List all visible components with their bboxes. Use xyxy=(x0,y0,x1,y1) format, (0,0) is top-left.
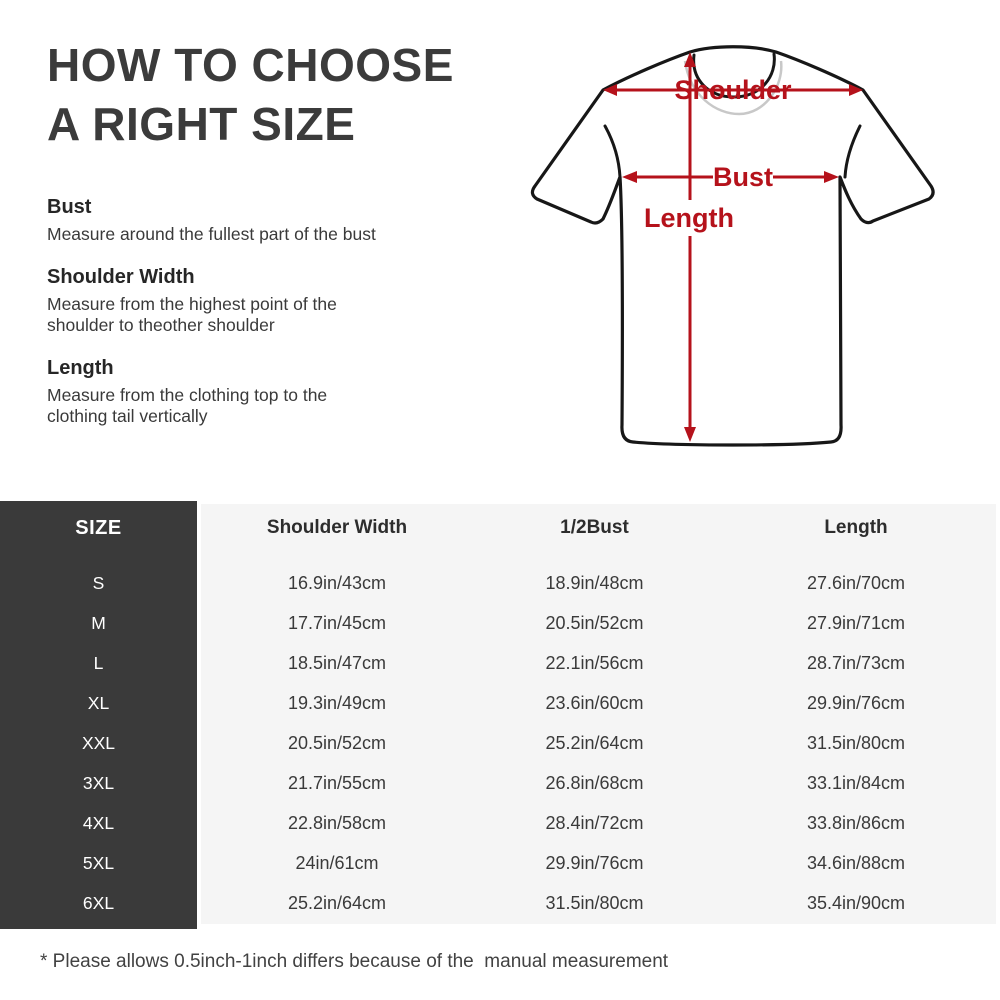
cell-shoulder: 25.2in/64cm xyxy=(287,892,387,913)
cell-shoulder: 16.9in/43cm xyxy=(287,572,387,593)
instruction-bust-heading: Bust xyxy=(47,196,92,218)
page-title-line2: A RIGHT SIZE xyxy=(47,98,356,150)
cell-bust: 22.1in/56cm xyxy=(545,652,644,673)
header-length: Length xyxy=(824,517,888,538)
cell-shoulder: 21.7in/55cm xyxy=(287,772,387,793)
header-size: SIZE xyxy=(75,516,122,539)
cell-shoulder: 19.3in/49cm xyxy=(287,692,387,713)
measurement-instructions xyxy=(47,195,457,447)
instruction-length-text-line2: clothing tail vertically xyxy=(47,406,208,426)
instruction-length xyxy=(47,356,457,427)
instruction-shoulder-text-line1: Measure from the highest point of the xyxy=(47,294,337,314)
table-row xyxy=(0,803,1000,843)
instruction-length-heading: Length xyxy=(47,357,114,379)
cell-bust: 28.4in/72cm xyxy=(545,812,644,833)
cell-size: 4XL xyxy=(82,812,115,833)
cell-length: 27.6in/70cm xyxy=(806,572,906,593)
cell-length: 34.6in/88cm xyxy=(806,852,906,873)
cell-length: 29.9in/76cm xyxy=(806,692,906,713)
cell-bust: 20.5in/52cm xyxy=(545,612,644,633)
table-row xyxy=(0,883,1000,923)
page-title xyxy=(47,36,454,154)
header-half-bust: 1/2Bust xyxy=(560,517,629,538)
cell-bust: 26.8in/68cm xyxy=(545,772,644,793)
cell-length: 33.8in/86cm xyxy=(806,812,906,833)
tshirt-measurement-diagram xyxy=(515,20,985,480)
instruction-shoulder-text-line2: shoulder to theother shoulder xyxy=(47,315,275,335)
cell-length: 27.9in/71cm xyxy=(806,612,906,633)
cell-size: 3XL xyxy=(82,772,115,793)
cell-length: 35.4in/90cm xyxy=(806,892,906,913)
tshirt-outline-icon xyxy=(532,47,933,445)
cell-shoulder: 17.7in/45cm xyxy=(287,612,387,633)
table-row xyxy=(0,843,1000,883)
cell-shoulder: 24in/61cm xyxy=(295,852,379,873)
cell-size: XL xyxy=(87,692,110,713)
table-header-row xyxy=(0,505,1000,551)
cell-size: L xyxy=(93,652,104,673)
cell-size: 6XL xyxy=(82,892,115,913)
instruction-length-text-line1: Measure from the clothing top to the xyxy=(47,385,328,405)
cell-size: XXL xyxy=(81,732,116,753)
cell-size: S xyxy=(92,572,105,593)
cell-size: 5XL xyxy=(82,852,115,873)
table-row xyxy=(0,683,1000,723)
shoulder-arrow-label: Shoulder xyxy=(674,75,792,105)
cell-shoulder: 22.8in/58cm xyxy=(287,812,387,833)
measurement-disclaimer: * Please allows 0.5inch-1inch differs because of the manual measurement xyxy=(40,951,669,972)
length-arrow-label: Length xyxy=(644,203,734,233)
table-row xyxy=(0,603,1000,643)
table-row xyxy=(0,643,1000,683)
size-chart-table xyxy=(0,501,1000,929)
cell-bust: 18.9in/48cm xyxy=(545,572,644,593)
table-row xyxy=(0,763,1000,803)
cell-bust: 29.9in/76cm xyxy=(545,852,644,873)
cell-bust: 31.5in/80cm xyxy=(545,892,644,913)
page-title-line1: HOW TO CHOOSE xyxy=(47,39,454,91)
cell-bust: 23.6in/60cm xyxy=(545,692,644,713)
cell-bust: 25.2in/64cm xyxy=(545,732,644,753)
instruction-shoulder-width xyxy=(47,265,457,336)
bust-arrow-label: Bust xyxy=(713,162,773,192)
table-row xyxy=(0,723,1000,763)
instruction-bust xyxy=(47,195,457,245)
cell-shoulder: 20.5in/52cm xyxy=(287,732,387,753)
instruction-bust-text: Measure around the fullest part of the bust xyxy=(47,224,376,244)
instruction-shoulder-heading: Shoulder Width xyxy=(47,266,195,288)
table-row xyxy=(0,563,1000,603)
cell-shoulder: 18.5in/47cm xyxy=(287,652,387,673)
cell-length: 31.5in/80cm xyxy=(806,732,906,753)
header-shoulder-width: Shoulder Width xyxy=(266,517,408,538)
cell-length: 28.7in/73cm xyxy=(806,652,906,673)
cell-length: 33.1in/84cm xyxy=(806,772,906,793)
cell-size: M xyxy=(91,612,106,633)
